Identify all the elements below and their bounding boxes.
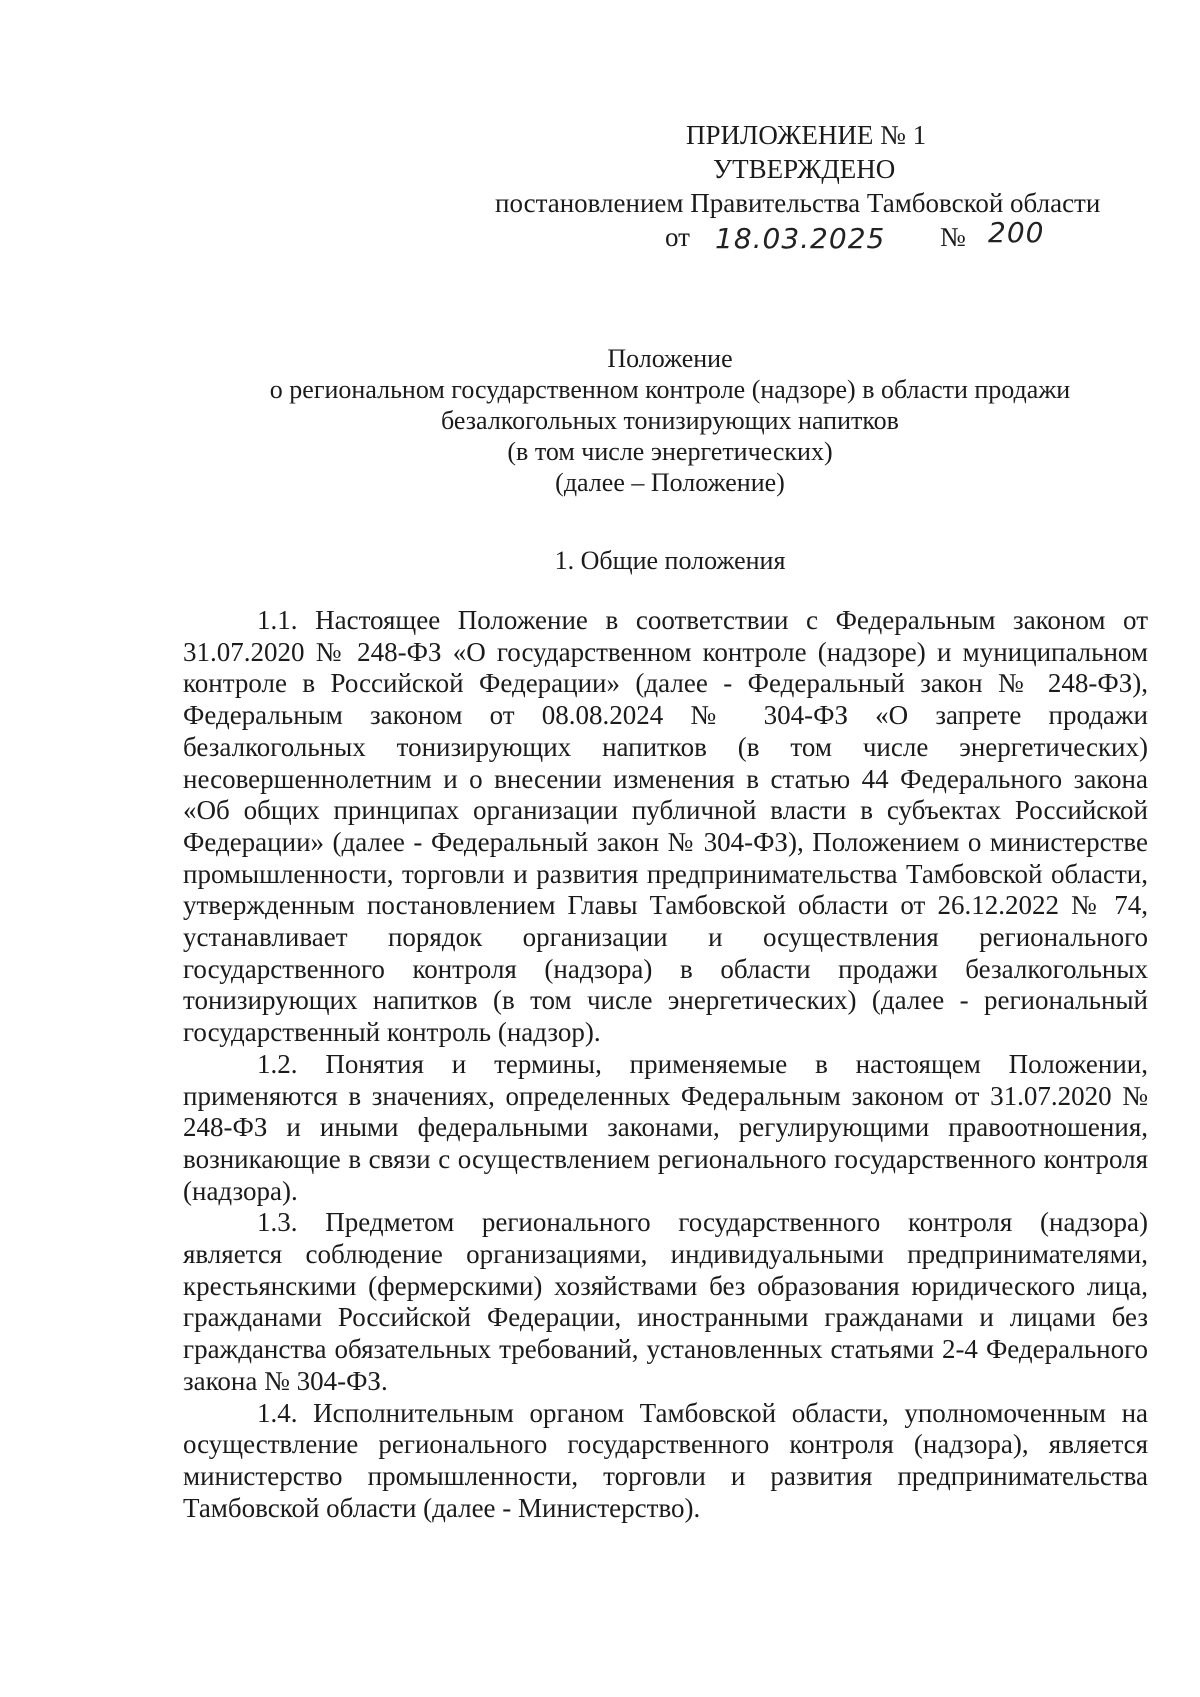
paragraph-1-4: 1.4. Исполнительным органом Тамбовской области, уполномоченным на осуществление регионального государственного контроля (надзора), является министерство промышленности, торговли и развития предпринимательства Тамбовской области (далее - Министерство).: [183, 1397, 1148, 1523]
handwritten-number: 200: [988, 216, 1045, 249]
section-body: [183, 605, 1148, 1524]
number-label: №: [940, 222, 966, 252]
approval-stamp-block: [470, 118, 1150, 260]
paragraph-1-3: 1.3. Предметом регионального государственного контроля (надзора) является соблюдение организациями, индивидуальными предпринимателями, крестьянскими (фермерскими) хозяйствами без образования юридического лица, гражданами Российской Федерации, иностранными гражданами и лицами без гражданства обязательных требований, установленных статьями 2-4 Федерального закона № 304-ФЗ.: [183, 1207, 1148, 1396]
title-line-5: (далее – Положение): [555, 468, 785, 497]
title-line-2: о региональном государственном контроле (надзоре) в области продажи: [269, 375, 1071, 404]
section-heading: 1. Общие положения: [554, 546, 786, 575]
paragraph-1-1: 1.1. Настоящее Положение в соответствии с Федеральным законом от 31.07.2020 № 248-ФЗ «О государственном контроле (надзоре) и муниципальном контроле в Российской Федерации» (далее - Федеральный закон № 248-ФЗ), Федеральным законом от 08.08.2024 № 304-ФЗ «О запрете продажи безалкогольных тонизирующих напитков (в том числе энергетических) несовершеннолетним и о внесении изменения в статью 44 Федерального закона «Об общих принципах организации публичной власти в субъектах Российской Федерации» (далее - Федеральный закон № 304-ФЗ), Положением о министерстве промышленности, торговли и развития предпринимательства Тамбовской области, утвержденным постановлением Главы Тамбовской области от 26.12.2022 № 74, устанавливает порядок организации и осуществления регионального государственного контроля (надзора) в области продажи безалкогольных тонизирующих напитков (в том числе энергетических) (далее - региональный государственный контроль (надзор).: [183, 605, 1148, 1048]
paragraph-1-2: 1.2. Понятия и термины, применяемые в настоящем Положении, применяются в значениях, определенных Федеральным законом от 31.07.2020 № 248-ФЗ и иными федеральными законами, регулирующими правоотношения, возникающие в связи с осуществлением регионального государственного контроля (надзора).: [183, 1048, 1148, 1206]
title-line-4: (в том числе энергетических): [507, 437, 833, 466]
appendix-label: ПРИЛОЖЕНИЕ № 1: [686, 120, 927, 150]
approved-label: УТВЕРЖДЕНО: [713, 154, 896, 184]
document-title: [160, 343, 1180, 498]
handwritten-date: 18.03.2025: [715, 222, 886, 255]
resolution-label: постановлением Правительства Тамбовской области: [495, 188, 1101, 218]
from-label: от: [665, 222, 690, 252]
title-line-3: безалкогольных тонизирующих напитков: [441, 406, 899, 435]
date-number-line: [470, 216, 1150, 260]
title-line-1: Положение: [607, 344, 733, 373]
